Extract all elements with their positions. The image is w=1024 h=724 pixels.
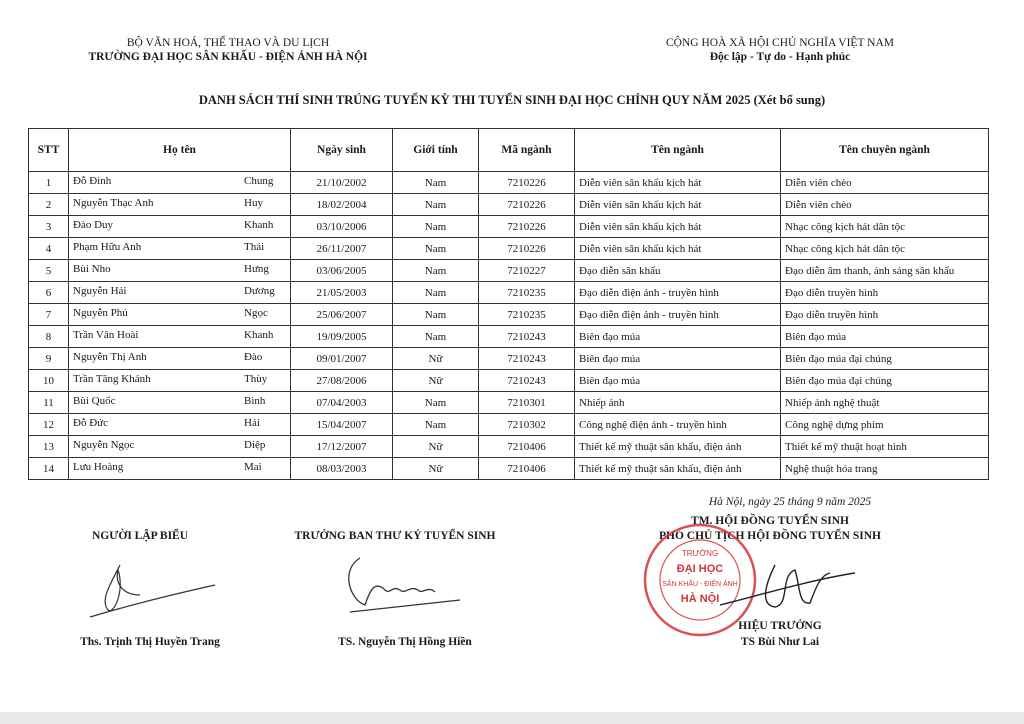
- cell-ma-nganh: 7210226: [479, 216, 575, 238]
- national-header: [600, 36, 960, 64]
- cell-ten: Dương: [244, 285, 275, 297]
- scan-edge: [0, 712, 1024, 724]
- sig2-name: TS. Nguyễn Thị Hồng Hiền: [338, 636, 472, 648]
- cell-stt: 9: [29, 348, 69, 370]
- cell-gioi-tinh: Nữ: [393, 370, 479, 392]
- cell-chuyen-nganh: Đạo diễn truyền hình: [781, 282, 989, 304]
- cell-ten-nganh: Diễn viên sân khấu kịch hát: [575, 238, 781, 260]
- document-title: DANH SÁCH THÍ SINH TRÚNG TUYỂN KỲ THI TUYỂN SINH ĐẠI HỌC CHÍNH QUY NĂM 2025 (Xét bổ sung): [198, 93, 826, 107]
- cell-ho-ten: [69, 194, 291, 216]
- cell-gioi-tinh: Nam: [393, 326, 479, 348]
- cell-chuyen-nganh: Nghệ thuật hóa trang: [781, 458, 989, 480]
- cell-ten: Chung: [244, 175, 274, 187]
- cell-ho: Đào Duy: [73, 219, 114, 231]
- col-ma-nganh: Mã ngành: [479, 129, 575, 172]
- cell-ho: Trần Văn Hoài: [73, 329, 139, 341]
- cell-gioi-tinh: Nữ: [393, 458, 479, 480]
- national-motto: Độc lập - Tự do - Hạnh phúc: [709, 51, 851, 63]
- cell-stt: 5: [29, 260, 69, 282]
- cell-ho-ten: [69, 238, 291, 260]
- cell-ma-nganh: 7210406: [479, 436, 575, 458]
- cell-chuyen-nganh: Diễn viên chèo: [781, 172, 989, 194]
- cell-chuyen-nganh: Nhiếp ảnh nghệ thuật: [781, 392, 989, 414]
- cell-gioi-tinh: Nữ: [393, 348, 479, 370]
- cell-chuyen-nganh: Biên đạo múa đại chúng: [781, 370, 989, 392]
- cell-ho: Nguyễn Thị Anh: [73, 351, 147, 363]
- cell-ma-nganh: 7210301: [479, 392, 575, 414]
- cell-ma-nganh: 7210235: [479, 304, 575, 326]
- cell-chuyen-nganh: Thiết kế mỹ thuật hoạt hình: [781, 436, 989, 458]
- cell-ma-nganh: 7210226: [479, 238, 575, 260]
- country-name: CỘNG HOÀ XÃ HỘI CHỦ NGHĨA VIỆT NAM: [666, 37, 894, 49]
- cell-ngay-sinh: 21/05/2003: [291, 282, 393, 304]
- cell-chuyen-nganh: Đạo diễn âm thanh, ánh sáng sân khấu: [781, 260, 989, 282]
- date-place: Hà Nội, ngày 25 tháng 9 năm 2025: [708, 496, 872, 508]
- cell-gioi-tinh: Nam: [393, 216, 479, 238]
- col-stt: STT: [29, 129, 69, 172]
- table-row: [29, 172, 989, 194]
- signature-2: [330, 550, 470, 620]
- cell-ten: Ngọc: [244, 307, 268, 319]
- cell-stt: 10: [29, 370, 69, 392]
- cell-chuyen-nganh: Biên đạo múa đại chúng: [781, 348, 989, 370]
- table-row: [29, 260, 989, 282]
- cell-ma-nganh: 7210226: [479, 172, 575, 194]
- cell-stt: 12: [29, 414, 69, 436]
- col-ngay-sinh: Ngày sinh: [291, 129, 393, 172]
- cell-ten-nganh: Nhiếp ảnh: [575, 392, 781, 414]
- cell-ngay-sinh: 18/02/2004: [291, 194, 393, 216]
- cell-gioi-tinh: Nam: [393, 282, 479, 304]
- cell-ho: Đỗ Đình: [73, 175, 112, 187]
- cell-ho-ten: [69, 370, 291, 392]
- table-row: [29, 216, 989, 238]
- cell-gioi-tinh: Nam: [393, 304, 479, 326]
- sig3-name: TS Bùi Như Lai: [740, 636, 820, 648]
- table-row: [29, 304, 989, 326]
- cell-ten-nganh: Diễn viên sân khấu kịch hát: [575, 194, 781, 216]
- cell-ngay-sinh: 08/03/2003: [291, 458, 393, 480]
- cell-ho-ten: [69, 326, 291, 348]
- col-gioi-tinh: Giới tính: [393, 129, 479, 172]
- cell-ma-nganh: 7210235: [479, 282, 575, 304]
- cell-ma-nganh: 7210243: [479, 326, 575, 348]
- table-row: [29, 458, 989, 480]
- cell-ho-ten: [69, 348, 291, 370]
- sig1-title: NGƯỜI LẬP BIỂU: [91, 530, 189, 542]
- cell-chuyen-nganh: Công nghệ dựng phim: [781, 414, 989, 436]
- cell-ho-ten: [69, 458, 291, 480]
- cell-ho-ten: [69, 216, 291, 238]
- sig3-title2: PHÓ CHỦ TỊCH HỘI ĐỒNG TUYỂN SINH: [659, 530, 881, 542]
- cell-ten: Hải: [244, 417, 260, 429]
- university-name: TRƯỜNG ĐẠI HỌC SÂN KHẤU - ĐIỆN ẢNH HÀ NỘI: [88, 51, 368, 63]
- cell-chuyen-nganh: Biên đạo múa: [781, 326, 989, 348]
- sig3-role: HIỆU TRƯỞNG: [738, 620, 822, 632]
- cell-ho: Nguyễn Phú: [73, 307, 128, 319]
- cell-chuyen-nganh: Đạo diễn truyền hình: [781, 304, 989, 326]
- cell-ma-nganh: 7210302: [479, 414, 575, 436]
- cell-stt: 7: [29, 304, 69, 326]
- sig1-name: Ths. Trịnh Thị Huyền Trang: [80, 636, 220, 648]
- cell-gioi-tinh: Nam: [393, 238, 479, 260]
- cell-ho: Nguyễn Ngọc: [73, 439, 135, 451]
- cell-gioi-tinh: Nam: [393, 260, 479, 282]
- cell-ten: Đào: [244, 351, 263, 363]
- cell-ten-nganh: Biên đạo múa: [575, 370, 781, 392]
- table-row: [29, 326, 989, 348]
- col-ten-nganh: Tên ngành: [575, 129, 781, 172]
- admission-table: [28, 128, 989, 480]
- cell-ma-nganh: 7210226: [479, 194, 575, 216]
- cell-ten: Huy: [244, 197, 263, 209]
- cell-stt: 2: [29, 194, 69, 216]
- table-row: [29, 370, 989, 392]
- cell-gioi-tinh: Nam: [393, 194, 479, 216]
- cell-chuyen-nganh: Diễn viên chèo: [781, 194, 989, 216]
- cell-ho: Trần Tăng Khánh: [73, 373, 151, 385]
- cell-ngay-sinh: 03/10/2006: [291, 216, 393, 238]
- table-row: [29, 392, 989, 414]
- stamp-line-4: HÀ NỘI: [680, 593, 720, 605]
- cell-ten-nganh: Thiết kế mỹ thuật sân khấu, điện ảnh: [575, 458, 781, 480]
- cell-ngay-sinh: 07/04/2003: [291, 392, 393, 414]
- cell-stt: 8: [29, 326, 69, 348]
- cell-ho: Nguyễn Hải: [73, 285, 127, 297]
- table-row: [29, 238, 989, 260]
- cell-ten: Diệp: [244, 439, 266, 451]
- cell-ho-ten: [69, 304, 291, 326]
- signature-3: [720, 545, 860, 625]
- cell-ten: Thùy: [244, 373, 268, 385]
- cell-ho: Lưu Hoàng: [73, 461, 124, 473]
- table-row: [29, 282, 989, 304]
- cell-stt: 14: [29, 458, 69, 480]
- cell-ngay-sinh: 25/06/2007: [291, 304, 393, 326]
- cell-stt: 6: [29, 282, 69, 304]
- table-row: [29, 194, 989, 216]
- cell-ho: Đỗ Đức: [73, 417, 108, 429]
- cell-ten: Khanh: [244, 219, 274, 231]
- cell-ngay-sinh: 15/04/2007: [291, 414, 393, 436]
- cell-ten-nganh: Diễn viên sân khấu kịch hát: [575, 172, 781, 194]
- ministry-name: BỘ VĂN HOÁ, THỂ THAO VÀ DU LỊCH: [126, 37, 330, 49]
- signature-1: [80, 555, 220, 625]
- cell-ho-ten: [69, 414, 291, 436]
- cell-ho: Bùi Nho: [73, 263, 111, 275]
- cell-gioi-tinh: Nam: [393, 392, 479, 414]
- cell-ten-nganh: Biên đạo múa: [575, 348, 781, 370]
- cell-ten-nganh: Thiết kế mỹ thuật sân khấu, điện ảnh: [575, 436, 781, 458]
- cell-ma-nganh: 7210406: [479, 458, 575, 480]
- cell-ten: Thái: [244, 241, 265, 253]
- cell-stt: 3: [29, 216, 69, 238]
- stamp-line-2: ĐẠI HỌC: [676, 563, 724, 575]
- cell-ten: Bình: [244, 395, 266, 407]
- cell-ho-ten: [69, 282, 291, 304]
- cell-ho: Bùi Quốc: [73, 395, 116, 407]
- cell-ten-nganh: Công nghệ điện ảnh - truyền hình: [575, 414, 781, 436]
- table-row: [29, 348, 989, 370]
- cell-ma-nganh: 7210243: [479, 370, 575, 392]
- cell-chuyen-nganh: Nhạc công kịch hát dân tộc: [781, 216, 989, 238]
- ministry-header: [38, 36, 418, 64]
- cell-ma-nganh: 7210243: [479, 348, 575, 370]
- cell-ngay-sinh: 21/10/2002: [291, 172, 393, 194]
- stamp-line-3: SÂN KHẤU - ĐIỆN ẢNH: [662, 581, 738, 588]
- cell-ngay-sinh: 03/06/2005: [291, 260, 393, 282]
- cell-gioi-tinh: Nam: [393, 172, 479, 194]
- cell-ngay-sinh: 26/11/2007: [291, 238, 393, 260]
- col-ho-ten: Họ tên: [69, 129, 291, 172]
- cell-stt: 11: [29, 392, 69, 414]
- cell-ten-nganh: Biên đạo múa: [575, 326, 781, 348]
- cell-ten: Mai: [244, 461, 262, 473]
- cell-ngay-sinh: 09/01/2007: [291, 348, 393, 370]
- cell-ho: Nguyễn Thạc Anh: [73, 197, 154, 209]
- cell-stt: 13: [29, 436, 69, 458]
- cell-ma-nganh: 7210227: [479, 260, 575, 282]
- sig3-title1: TM. HỘI ĐỒNG TUYỂN SINH: [691, 515, 849, 527]
- cell-stt: 4: [29, 238, 69, 260]
- cell-ten: Hưng: [244, 263, 269, 275]
- cell-ngay-sinh: 19/09/2005: [291, 326, 393, 348]
- cell-ho-ten: [69, 392, 291, 414]
- cell-ho-ten: [69, 172, 291, 194]
- cell-ho: Phạm Hữu Anh: [73, 241, 142, 253]
- table-header-row: [29, 129, 989, 172]
- cell-ten-nganh: Đạo diễn điện ảnh - truyền hình: [575, 304, 781, 326]
- cell-ten-nganh: Diễn viên sân khấu kịch hát: [575, 216, 781, 238]
- cell-chuyen-nganh: Nhạc công kịch hát dân tộc: [781, 238, 989, 260]
- sig2-title: TRƯỞNG BAN THƯ KÝ TUYỂN SINH: [294, 530, 496, 542]
- cell-stt: 1: [29, 172, 69, 194]
- cell-gioi-tinh: Nữ: [393, 436, 479, 458]
- cell-ngay-sinh: 17/12/2007: [291, 436, 393, 458]
- table-row: [29, 436, 989, 458]
- cell-ho-ten: [69, 260, 291, 282]
- cell-ho-ten: [69, 436, 291, 458]
- cell-ten-nganh: Đạo diễn sân khấu: [575, 260, 781, 282]
- cell-ten: Khanh: [244, 329, 274, 341]
- col-ten-chuyen-nganh: Tên chuyên ngành: [781, 129, 989, 172]
- cell-ten-nganh: Đạo diễn điện ảnh - truyền hình: [575, 282, 781, 304]
- cell-gioi-tinh: Nam: [393, 414, 479, 436]
- table-row: [29, 414, 989, 436]
- stamp-line-1: TRƯỜNG: [681, 549, 719, 558]
- cell-ngay-sinh: 27/08/2006: [291, 370, 393, 392]
